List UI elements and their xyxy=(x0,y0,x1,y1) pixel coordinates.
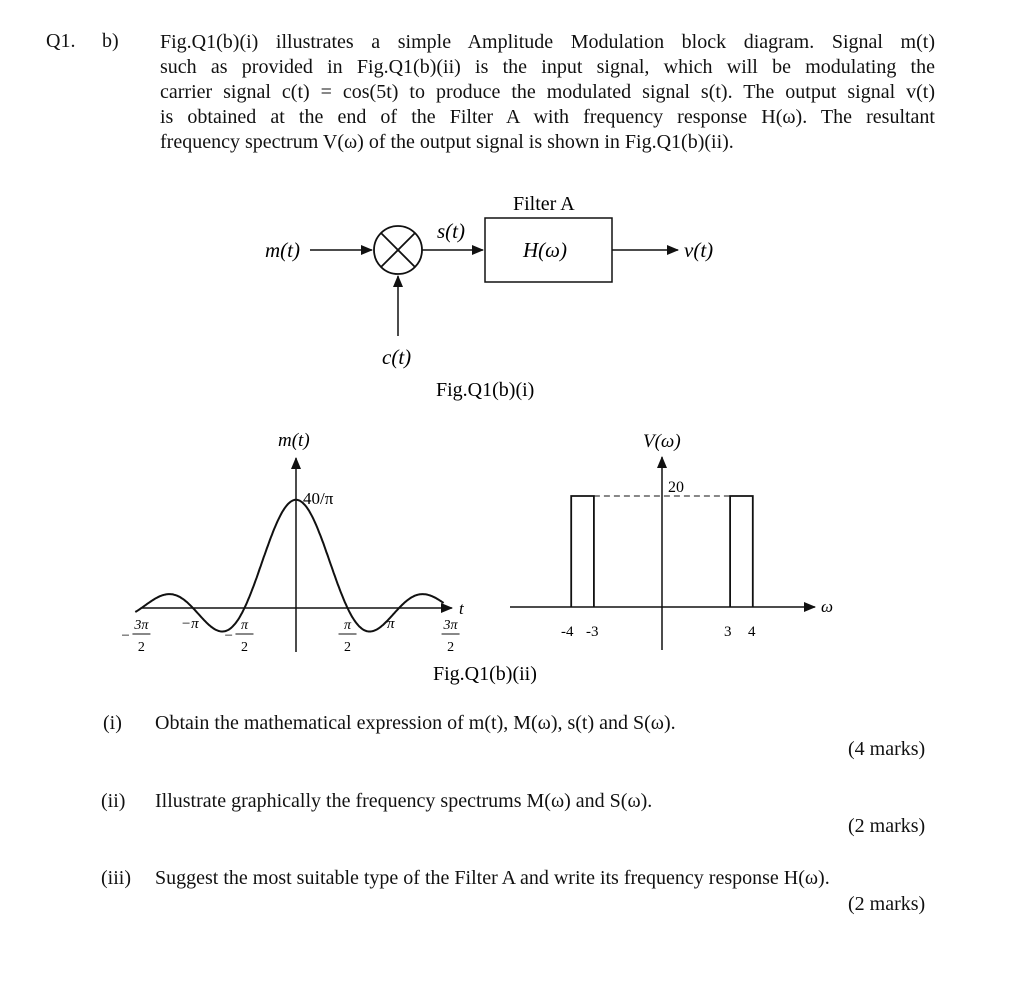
signal-graphs xyxy=(0,420,1024,700)
figure-caption-i: Fig.Q1(b)(i) xyxy=(436,379,535,401)
mt-tick-label xyxy=(387,616,395,632)
mt-tick-label xyxy=(339,618,357,655)
mt-tick-numerator: π xyxy=(240,618,248,633)
part-number: (iii) xyxy=(101,867,131,889)
mt-tick-label xyxy=(442,618,460,655)
vw-tick-label: -4 xyxy=(561,624,574,640)
input-signal-label: m(t) xyxy=(265,238,300,262)
figure-caption-ii: Fig.Q1(b)(ii) xyxy=(433,663,537,685)
vw-x-label: ω xyxy=(821,597,834,616)
mt-tick-label xyxy=(224,618,253,655)
filter-title: Filter A xyxy=(513,193,575,215)
mt-tick-denominator: 2 xyxy=(137,640,145,655)
part-text: Suggest the most suitable type of the Filter A and write its frequency response H(ω). xyxy=(155,867,830,889)
mt-tick-denominator: 2 xyxy=(344,640,352,655)
question-number: Q1. xyxy=(46,30,76,52)
mt-tick-minus: − xyxy=(121,628,130,644)
carrier-label: c(t) xyxy=(382,345,412,369)
vw-tick-label: 4 xyxy=(748,624,756,640)
vw-band xyxy=(571,496,594,607)
filter-response-label: H(ω) xyxy=(523,238,567,262)
mt-tick-denominator: 2 xyxy=(447,640,455,655)
part-marks: (2 marks) xyxy=(848,893,926,915)
modulated-signal-label: s(t) xyxy=(437,219,465,243)
multiplier-icon xyxy=(374,226,422,274)
mt-plot xyxy=(121,430,465,655)
mt-tick-denominator: 2 xyxy=(240,640,248,655)
part-number: (i) xyxy=(103,712,122,734)
mt-tick-label xyxy=(181,616,199,632)
output-signal-label: v(t) xyxy=(684,238,714,262)
mt-tick-text: −π xyxy=(180,616,199,632)
mt-tick-numerator: 3π xyxy=(134,618,149,633)
intro-line: Fig.Q1(b)(i) illustrates a simple Amplitude Modulation block diagram. Signal m(t) xyxy=(160,31,935,53)
question-sub-label: b) xyxy=(102,30,119,52)
vw-tick-label: -3 xyxy=(586,624,599,640)
part-number: (ii) xyxy=(101,790,126,812)
vw-band xyxy=(730,496,753,607)
mt-x-label: t xyxy=(459,599,464,618)
mt-tick-minus: − xyxy=(224,628,233,644)
intro-line: carrier signal c(t) = cos(5t) to produce the modulated signal s(t). The output signal v(t) xyxy=(160,81,935,103)
vw-tick-label: 3 xyxy=(724,624,732,640)
part-marks: (4 marks) xyxy=(848,738,926,760)
part-marks: (2 marks) xyxy=(848,815,926,837)
mt-tick-numerator: 3π xyxy=(443,618,458,633)
vw-plot xyxy=(510,431,833,650)
vw-level-label: 20 xyxy=(668,479,684,496)
block-diagram xyxy=(0,0,1024,420)
intro-line: such as provided in Fig.Q1(b)(ii) is the input signal, which will be modulating the xyxy=(160,56,935,78)
vw-y-label: V(ω) xyxy=(643,431,681,452)
mt-tick-labels xyxy=(121,616,459,655)
part-text: Illustrate graphically the frequency spectrums M(ω) and S(ω). xyxy=(155,790,653,812)
mt-peak-label: 40/π xyxy=(303,489,334,508)
intro-line: frequency spectrum V(ω) of the output signal is shown in Fig.Q1(b)(ii). xyxy=(160,131,734,153)
mt-series-line xyxy=(135,500,443,632)
part-text: Obtain the mathematical expression of m(t), M(ω), s(t) and S(ω). xyxy=(155,712,676,734)
mt-tick-numerator: π xyxy=(344,618,352,633)
mt-tick-text: π xyxy=(387,616,395,632)
mt-tick-label xyxy=(121,618,150,655)
intro-line: is obtained at the end of the Filter A with frequency response H(ω). The resultant xyxy=(160,106,935,128)
mt-y-label: m(t) xyxy=(278,430,310,451)
